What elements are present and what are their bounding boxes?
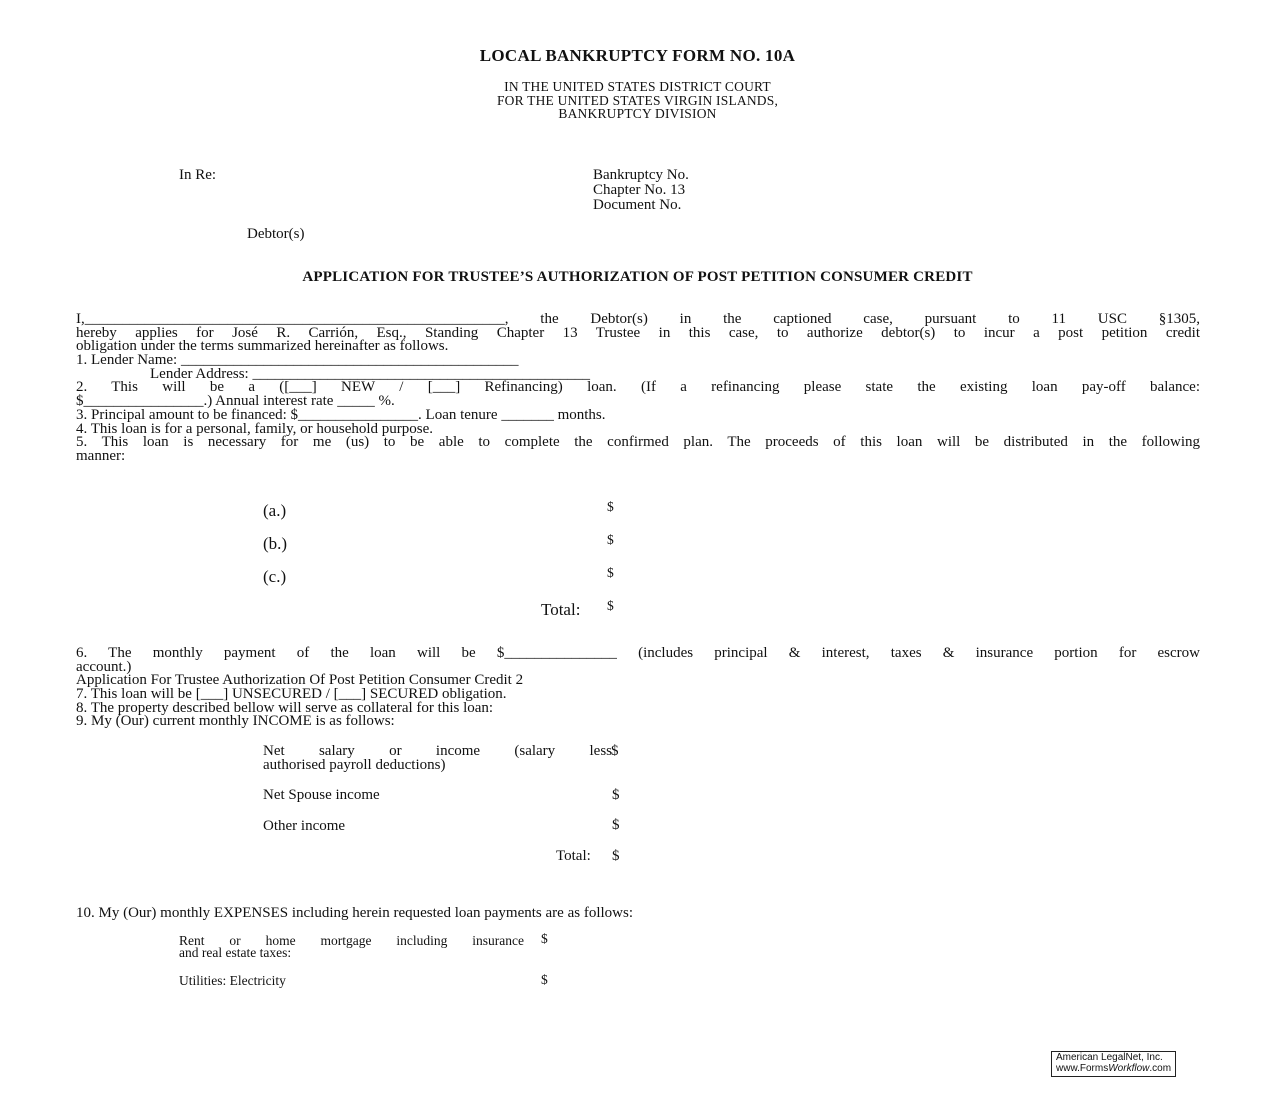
intro-line-2: hereby applies for José R. Carrión, Esq., Standing Chapter 13 Trustee in this case, to authorize debtor(s) to incur a post petition credit <box>76 324 1200 341</box>
distribution-label-b: (b.) <box>263 534 288 553</box>
document-number-label: Document No. <box>593 197 682 213</box>
income-other-label: Other income <box>263 818 346 834</box>
form-title: LOCAL BANKRUPTCY FORM NO. 10A <box>479 46 796 65</box>
item-2-line-2: $________________.) Annual interest rate _____ %. <box>76 393 395 410</box>
expense-rent-line-2: and real estate taxes: <box>179 945 292 960</box>
debtor-label: Debtor(s) <box>247 226 305 242</box>
income-total-currency: $ <box>612 848 620 864</box>
intro-line-1: I,________________________________________________________, the Debtor(s) in the captioned case, pursuant to 11 USC §1305, <box>76 311 1200 327</box>
expense-rent-line-1: Rent or home mortgage including insurance <box>179 933 524 948</box>
expense-row-rent-label <box>179 935 524 959</box>
case-fields <box>593 168 689 213</box>
lender-name-field: 1. Lender Name: _____________________________________________ <box>76 352 519 369</box>
item-5-line-2: manner: <box>76 447 126 464</box>
court-line-1: IN THE UNITED STATES DISTRICT COURT <box>504 79 771 94</box>
court-line-2: FOR THE UNITED STATES VIRGIN ISLANDS, <box>496 92 779 108</box>
distribution-total-label: Total: <box>541 600 581 619</box>
bankruptcy-number-label: Bankruptcy No. <box>593 167 689 183</box>
url-italic: Workflow <box>1108 1062 1150 1074</box>
income-salary-line-2: authorised payroll deductions) <box>263 757 446 773</box>
court-line-3: BANKRUPTCY DIVISION <box>558 106 717 121</box>
distribution-total-currency: $ <box>607 598 614 613</box>
income-spouse-currency: $ <box>612 787 620 803</box>
income-salary-currency: $ <box>611 743 619 759</box>
item-9-income-heading: 9. My (Our) current monthly INCOME is as follows: <box>76 713 395 730</box>
distribution-label-c: (c.) <box>263 567 287 586</box>
item-8-collateral: 8. The property described bellow will serve as collateral for this loan: <box>76 699 494 716</box>
item-10-expenses-heading: 10. My (Our) monthly EXPENSES including herein requested loan payments are as follows: <box>76 905 633 921</box>
item-2-line-1: 2. This will be a ([___] NEW / [___] Refinancing) loan. (If a refinancing please state the existing loan pay-off balance: <box>76 379 1200 396</box>
publisher-badge <box>1051 1051 1176 1077</box>
income-total-label: Total: <box>556 848 591 864</box>
distribution-currency-a: $ <box>607 499 614 514</box>
income-row-salary-label <box>263 744 612 772</box>
chapter-number-label: Chapter No. 13 <box>593 182 686 198</box>
court-name <box>0 80 1275 121</box>
expense-electricity-currency: $ <box>541 972 548 987</box>
in-re-label: In Re: <box>179 167 217 183</box>
publisher-name: American LegalNet, Inc. <box>1056 1052 1163 1063</box>
item-6-line-1: 6. The monthly payment of the loan will be $_______________ (includes principal & interest, taxes & insurance portion for escrow <box>76 645 1200 661</box>
page-running-header: Application For Trustee Authorization Of Post Petition Consumer Credit 2 <box>76 672 524 689</box>
distribution-currency-b: $ <box>607 532 614 547</box>
distribution-label-a: (a.) <box>263 501 287 520</box>
distribution-currency-c: $ <box>607 565 614 580</box>
publisher-url <box>1056 1064 1171 1075</box>
url-prefix: www.Forms <box>1056 1062 1109 1074</box>
expense-electricity-label: Utilities: Electricity <box>179 973 286 988</box>
document-heading: APPLICATION FOR TRUSTEE’S AUTHORIZATION OF POST PETITION CONSUMER CREDIT <box>302 269 973 285</box>
lender-address-field: Lender Address: _____________________________________________ <box>150 365 590 382</box>
loan-terms-body <box>76 647 1200 729</box>
expense-rent-currency: $ <box>541 931 548 946</box>
income-spouse-label: Net Spouse income <box>263 787 380 803</box>
income-other-currency: $ <box>612 817 620 833</box>
item-6-line-2: account.) <box>76 658 132 675</box>
item-5-line-1: 5. This loan is necessary for me (us) to be able to complete the confirmed plan. The proceeds of this loan will be distributed in the following <box>76 434 1200 451</box>
intro-line-3: obligation under the terms summarized hereinafter as follows. <box>76 338 449 355</box>
item-4-purpose: 4. This loan is for a personal, family, or household purpose. <box>76 420 434 437</box>
item-3-principal: 3. Principal amount to be financed: $________________. Loan tenure _______ months. <box>76 406 606 423</box>
item-7-security: 7. This loan will be [___] UNSECURED / [___] SECURED obligation. <box>76 686 507 703</box>
application-body <box>76 313 1200 464</box>
url-suffix: .com <box>1149 1062 1172 1074</box>
income-salary-line-1: Net salary or income (salary less <box>263 743 612 759</box>
